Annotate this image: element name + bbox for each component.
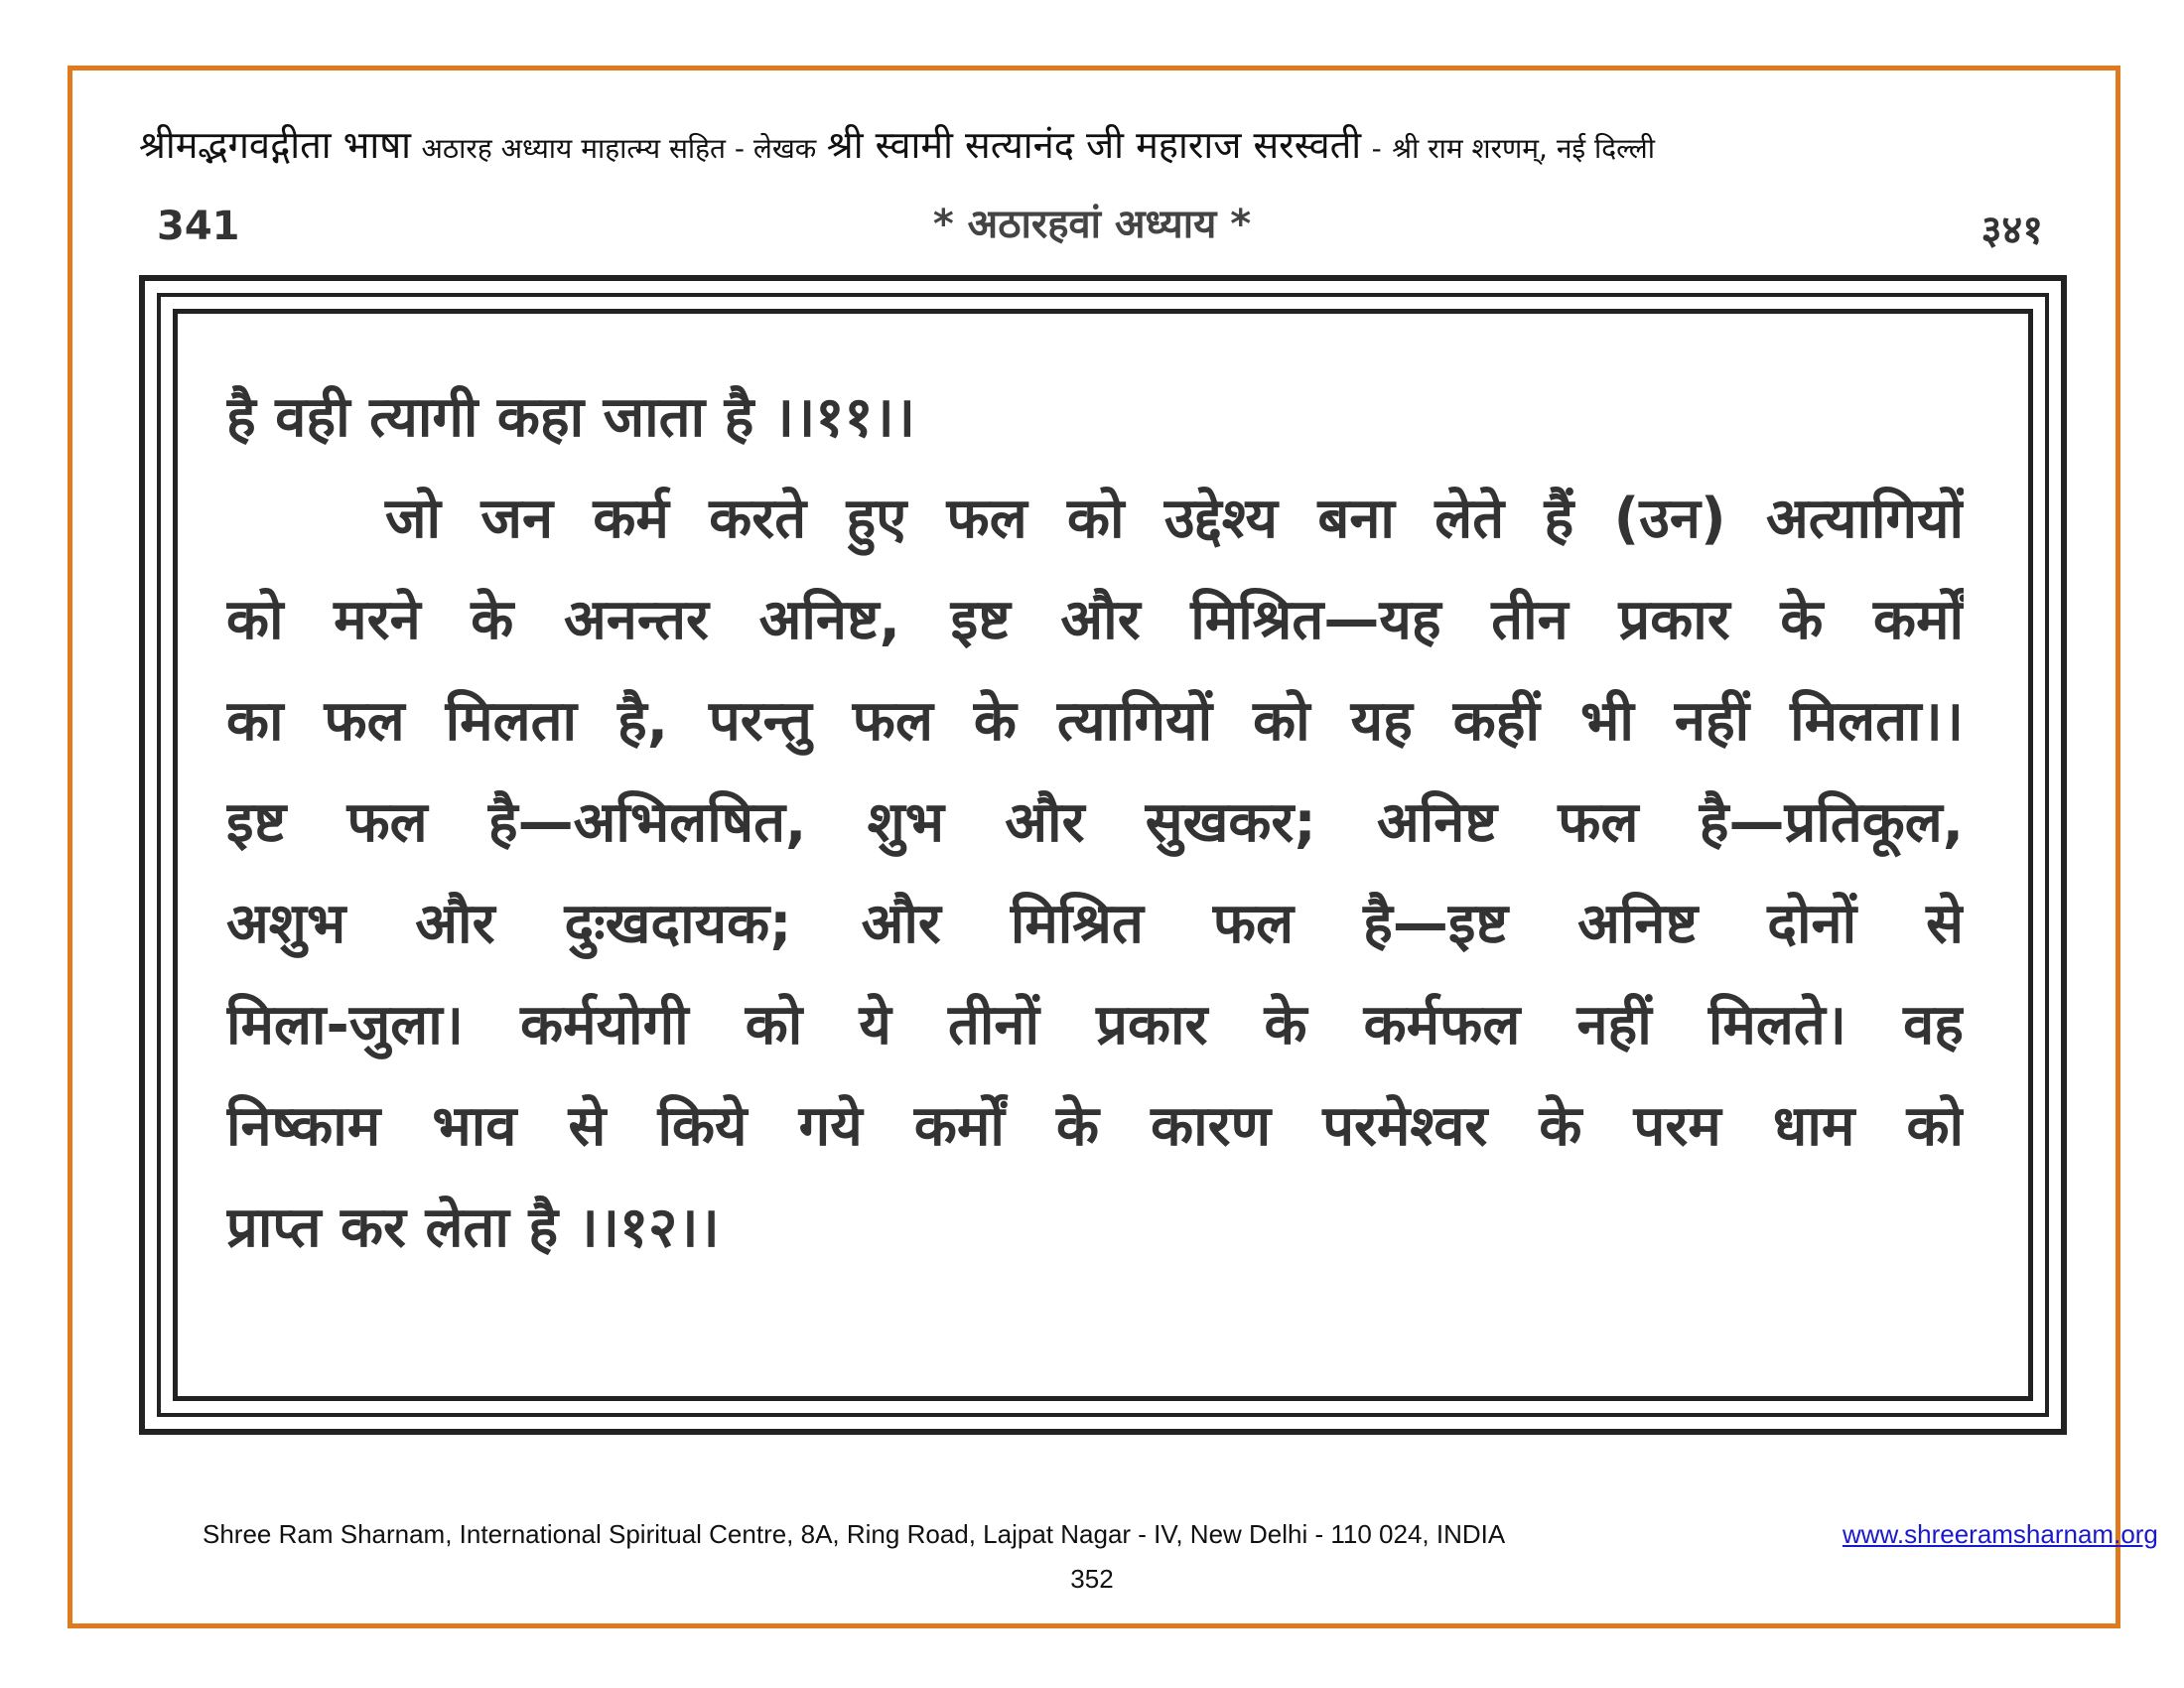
book-header xyxy=(139,117,2065,173)
header-separator: - xyxy=(1371,132,1382,165)
text-line: है वही त्यागी कहा जाता है ।।११।। xyxy=(226,385,915,450)
footer-page-number: 352 xyxy=(1070,1564,1114,1594)
text-line: निष्काम भाव से किये गये कर्मों के कारण परमेश्वर के परम धाम को xyxy=(226,1094,1964,1159)
verse-text xyxy=(226,367,1964,1279)
page-number-right: ३४१ xyxy=(1980,208,2043,253)
text-line: अशुभ और दुःखदायक; और मिश्रित फल है—इष्ट अनिष्ट दोनों से xyxy=(226,892,1964,956)
book-subtitle: अठारह अध्याय माहात्म्य सहित - लेखक xyxy=(421,132,817,165)
text-line: जो जन कर्म करते हुए फल को उद्देश्य बना लेते हैं (उन) अत्यागियों xyxy=(385,487,1964,551)
book-title: श्रीमद्भगवद्गीता भाषा xyxy=(139,123,412,167)
text-line: इष्ट फल है—अभिलषित, शुभ और सुखकर; अनिष्ट फल है—प्रतिकूल, xyxy=(226,790,1964,855)
footer xyxy=(203,1519,2158,1559)
text-line: को मरने के अनन्तर अनिष्ट, इष्ट और मिश्रित—यह तीन प्रकार के कर्मों xyxy=(226,588,1964,652)
footer-address: Shree Ram Sharnam, International Spiritual Centre, 8A, Ring Road, Lajpat Nagar - IV, New Delhi - 110 024, INDIA xyxy=(203,1519,1506,1549)
text-line: मिला-जुला। कर्मयोगी को ये तीनों प्रकार के कर्मफल नहीं मिलते। वह xyxy=(226,993,1964,1057)
page-number-left: 341 xyxy=(157,204,240,249)
chapter-title: * अठारहवां अध्याय * xyxy=(932,202,1252,247)
text-line: प्राप्त कर लेता है ।।१२।। xyxy=(226,1196,720,1260)
publisher-name: श्री राम शरणम्, नई दिल्ली xyxy=(1392,132,1656,165)
text-line: का फल मिलता है, परन्तु फल के त्यागियों को यह कहीं भी नहीं मिलता।। xyxy=(226,689,1964,754)
author-name: श्री स्वामी सत्यानंद जी महाराज सरस्वती xyxy=(826,123,1362,167)
website-link[interactable]: www.shreeramsharnam.org xyxy=(1843,1519,2158,1549)
